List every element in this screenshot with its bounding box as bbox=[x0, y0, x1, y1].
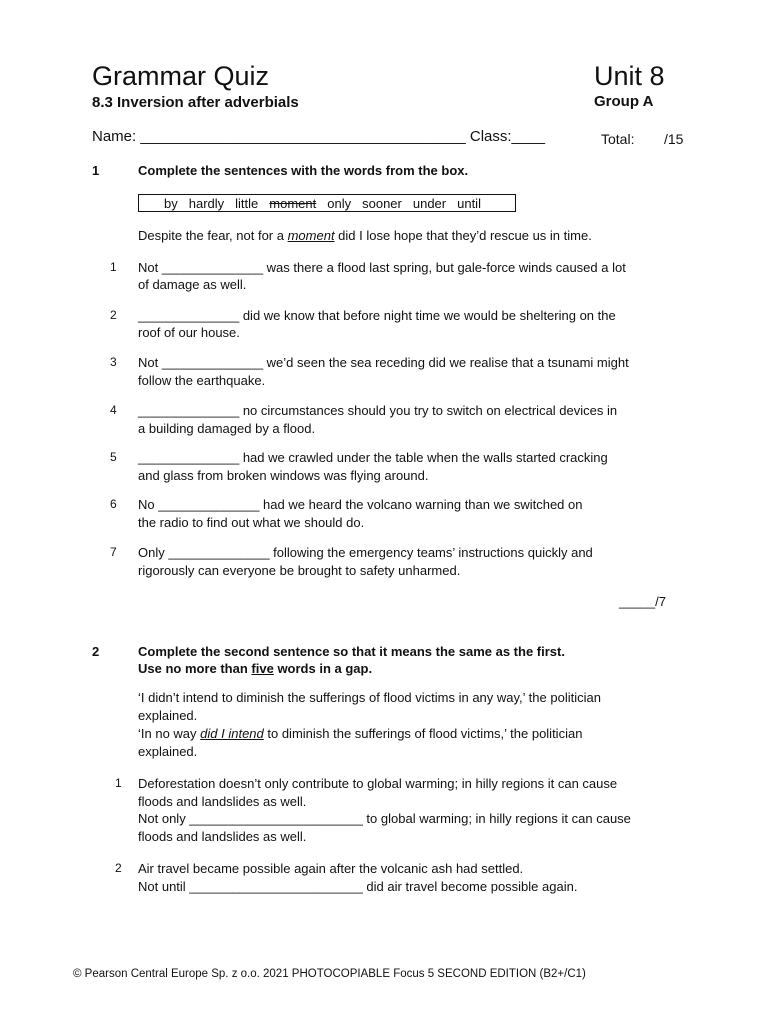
section-2-instruction-line2 bbox=[138, 660, 372, 678]
box-word: hardly bbox=[188, 195, 225, 211]
item-line[interactable]: ______________ no circumstances should you try to switch on electrical devices in bbox=[138, 403, 618, 418]
item-line[interactable]: No ______________ had we heard the volcano warning than we switched on bbox=[138, 497, 583, 512]
item-line: Deforestation doesn’t only contribute to global warming; in hilly regions it can cause bbox=[138, 776, 618, 791]
item-line[interactable]: Only ______________ following the emergency teams’ instructions quickly and bbox=[138, 545, 593, 560]
item-number: 1 bbox=[110, 260, 117, 274]
section-2-instruction: Complete the second sentence so that it means the same as the first. bbox=[138, 644, 565, 659]
box-word: until bbox=[457, 195, 481, 211]
box-word: sooner bbox=[362, 195, 402, 211]
group-label: Group A bbox=[594, 93, 654, 110]
box-word: under bbox=[412, 195, 447, 211]
item-line: floods and landslides as well. bbox=[138, 794, 307, 809]
item-line: rigorously can everyone be brought to safety unharmed. bbox=[138, 563, 461, 578]
example-text: Despite the fear, not for a bbox=[138, 228, 288, 243]
example-line: ‘I didn’t intend to diminish the sufferings of flood victims in any way,’ the politician bbox=[138, 690, 601, 705]
section-1-score[interactable]: _____/7 bbox=[619, 594, 666, 609]
name-class-line[interactable]: Name: _______________________________________ Class:____ bbox=[92, 128, 545, 145]
example-line: explained. bbox=[138, 744, 198, 759]
unit-label: Unit 8 bbox=[594, 61, 665, 91]
item-line[interactable]: ______________ did we know that before night time we would be sheltering on the bbox=[138, 308, 616, 323]
word-box bbox=[138, 194, 516, 212]
example-text: to diminish the sufferings of flood victims,’ the politician bbox=[263, 726, 583, 741]
total-value: /15 bbox=[664, 131, 684, 147]
example-answer: moment bbox=[287, 228, 335, 243]
section-1-instruction: Complete the sentences with the words from the box. bbox=[138, 163, 469, 178]
section-1-number: 1 bbox=[92, 163, 100, 178]
item-line: of damage as well. bbox=[138, 277, 247, 292]
item-number: 6 bbox=[110, 497, 117, 511]
copyright-footer: © Pearson Central Europe Sp. z o.o. 2021 PHOTOCOPIABLE Focus 5 SECOND EDITION (B2+/C1) bbox=[73, 968, 586, 980]
box-word-struck: moment bbox=[269, 195, 317, 211]
item-number: 2 bbox=[115, 861, 122, 875]
instruction-text: words in a gap. bbox=[273, 661, 373, 676]
item-line: Air travel became possible again after the volcanic ash had settled. bbox=[138, 861, 524, 876]
item-line: floods and landslides as well. bbox=[138, 829, 307, 844]
box-word: little bbox=[235, 195, 259, 211]
box-word: by bbox=[164, 195, 178, 211]
example-text: ‘In no way bbox=[138, 726, 201, 741]
example-text: did I lose hope that they’d rescue us in time. bbox=[334, 228, 592, 243]
item-number: 5 bbox=[110, 450, 117, 464]
item-number: 4 bbox=[110, 403, 117, 417]
item-line[interactable]: Not only ________________________ to global warming; in hilly regions it can cause bbox=[138, 811, 631, 826]
example-answer: did I intend bbox=[200, 726, 264, 741]
section-1-example bbox=[138, 227, 592, 245]
item-line: a building damaged by a flood. bbox=[138, 421, 316, 436]
section-2-number: 2 bbox=[92, 644, 100, 659]
item-line: the radio to find out what we should do. bbox=[138, 515, 365, 530]
item-number: 2 bbox=[110, 308, 117, 322]
instruction-text: Use no more than bbox=[138, 661, 252, 676]
item-number: 7 bbox=[110, 545, 117, 559]
item-line: roof of our house. bbox=[138, 325, 240, 340]
instruction-emphasis: five bbox=[251, 661, 274, 676]
item-number: 1 bbox=[115, 776, 122, 790]
item-line[interactable]: Not ______________ we’d seen the sea receding did we realise that a tsunami might bbox=[138, 355, 629, 370]
item-line[interactable]: Not until ________________________ did air travel become possible again. bbox=[138, 879, 578, 894]
item-line[interactable]: Not ______________ was there a flood last spring, but gale-force winds caused a lot bbox=[138, 260, 626, 275]
item-line: follow the earthquake. bbox=[138, 373, 266, 388]
item-number: 3 bbox=[110, 355, 117, 369]
total-label: Total: bbox=[601, 131, 635, 147]
item-line: and glass from broken windows was flying around. bbox=[138, 468, 429, 483]
example-line bbox=[138, 725, 582, 743]
page-title: Grammar Quiz bbox=[92, 61, 270, 91]
item-line[interactable]: ______________ had we crawled under the table when the walls started cracking bbox=[138, 450, 608, 465]
example-line: explained. bbox=[138, 708, 198, 723]
page-subtitle: 8.3 Inversion after adverbials bbox=[92, 94, 299, 111]
box-word: only bbox=[327, 195, 352, 211]
